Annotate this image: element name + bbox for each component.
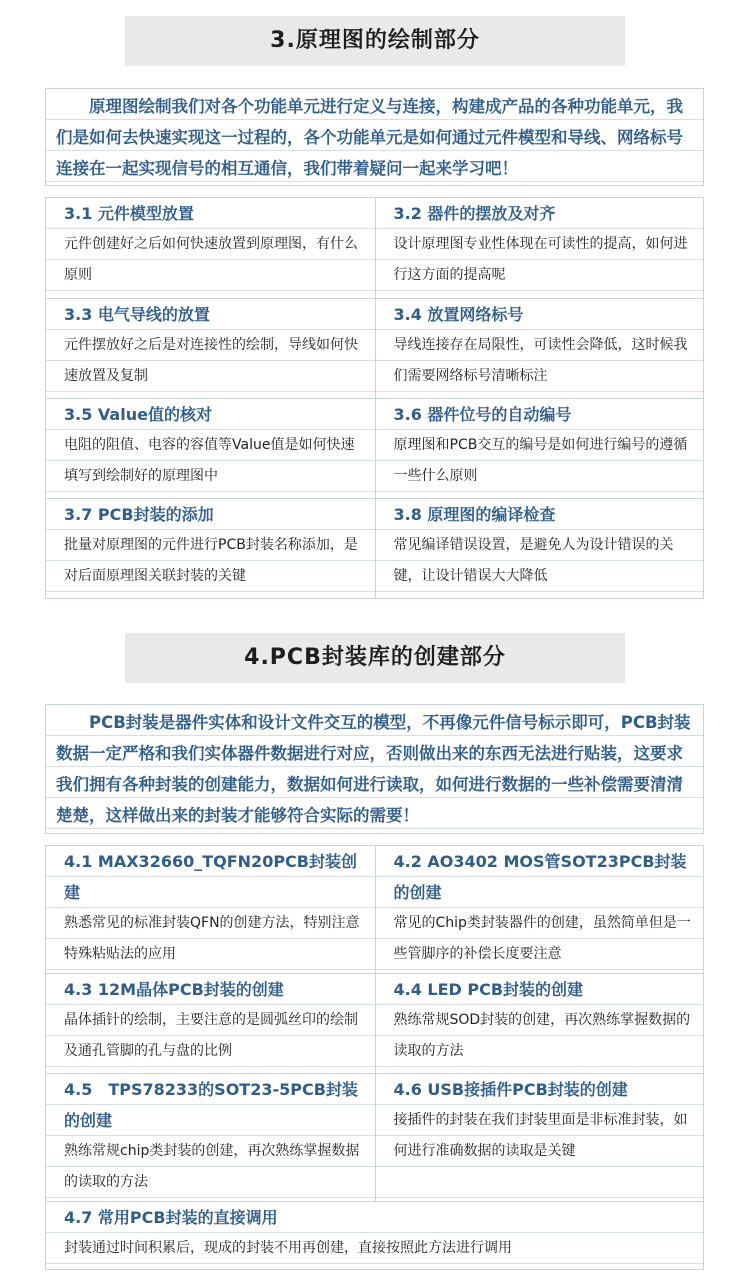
section4-intro xyxy=(45,704,704,834)
topic-3-2 xyxy=(375,198,704,298)
topic-desc: 原理图和PCB交互的编号是如何进行编号的遵循一些什么原则 xyxy=(393,437,688,484)
topic-4-5 xyxy=(46,1074,375,1201)
topic-desc: 熟悉常见的标准封装QFN的创建方法，特别注意特殊粘贴法的应用 xyxy=(64,915,360,962)
topic-desc: 晶体插针的绘制，主要注意的是圆弧丝印的绘制及通孔管脚的孔与盘的比例 xyxy=(64,1012,358,1059)
topic-desc: 常见的Chip类封装器件的创建，虽然简单但是一些管脚序的补偿长度要注意 xyxy=(393,915,691,962)
topic-desc: 元件创建好之后如何快速放置到原理图，有什么原则 xyxy=(64,236,358,283)
topic-title: 3.7 PCB封装的添加 xyxy=(64,505,214,524)
section3-topic-grid xyxy=(45,197,704,599)
topic-title: 3.2 器件的摆放及对齐 xyxy=(393,204,556,223)
topic-desc: 接插件的封装在我们封装里面是非标准封装，如何进行准确数据的读取是关键 xyxy=(393,1112,688,1159)
topic-desc: 熟练常规chip类封装的创建，再次熟练掌握数据的读取的方法 xyxy=(64,1143,360,1190)
topic-3-1 xyxy=(46,198,375,298)
topic-title: 4.1 MAX32660_TQFN20PCB封装创建 xyxy=(64,852,357,902)
topic-desc: 电阻的阻值、电容的容值等Value值是如何快速填写到绘制好的原理图中 xyxy=(64,437,355,484)
topic-4-2 xyxy=(375,846,704,973)
topic-desc: 元件摆放好之后是对连接性的绘制，导线如何快速放置及复制 xyxy=(64,337,358,384)
section3-title: 3.原理图的绘制部分 xyxy=(125,16,625,66)
topic-title: 4.2 AO3402 MOS管SOT23PCB封装的创建 xyxy=(393,852,687,902)
topic-row xyxy=(46,498,703,598)
topic-desc: 熟练常规SOD封装的创建，再次熟练掌握数据的读取的方法 xyxy=(393,1012,691,1059)
topic-title: 3.4 放置网络标号 xyxy=(393,305,524,324)
topic-3-6 xyxy=(375,399,704,498)
topic-title: 3.6 器件位号的自动编号 xyxy=(393,405,572,424)
topic-title: 3.3 电气导线的放置 xyxy=(64,305,210,324)
section4-intro-text: PCB封装是器件实体和设计文件交互的模型，不再像元件信号标示即可，PCB封装数据一定严格和我们实体器件数据进行对应，否则做出来的东西无法进行贴装，这要求我们拥有各种封装的创建能力，数据如何进行读取，如何进行数据的一些补偿需要清清楚楚，这样做出来的封装才能够符合实际的需要！ xyxy=(56,713,691,825)
topic-4-4 xyxy=(375,974,704,1073)
topic-desc: 批量对原理图的元件进行PCB封装名称添加，是对后面原理图关联封装的关键 xyxy=(64,537,358,584)
topic-title: 3.1 元件模型放置 xyxy=(64,204,194,223)
topic-row xyxy=(46,198,703,298)
topic-desc: 常见编译错误设置，是避免人为设计错误的关键，让设计错误大大降低 xyxy=(393,537,674,584)
section3-intro-text: 原理图绘制我们对各个功能单元进行定义与连接，构建成产品的各种功能单元，我们是如何去快速实现这一过程的，各个功能单元是如何通过元件模型和导线、网络标号连接在一起实现信号的相互通信，我们带着疑问一起来学习吧！ xyxy=(56,97,683,178)
topic-title: 3.8 原理图的编译检查 xyxy=(393,505,556,524)
topic-4-6 xyxy=(375,1074,704,1201)
topic-row xyxy=(46,298,703,398)
topic-3-4 xyxy=(375,299,704,398)
section4-topic-grid xyxy=(45,845,704,1270)
topic-row xyxy=(46,1201,703,1269)
topic-4-3 xyxy=(46,974,375,1073)
topic-row xyxy=(46,973,703,1073)
topic-row xyxy=(46,1073,703,1201)
topic-4-7 xyxy=(46,1202,703,1269)
topic-row xyxy=(46,398,703,498)
topic-4-1 xyxy=(46,846,375,973)
topic-3-8 xyxy=(375,499,704,598)
topic-3-7 xyxy=(46,499,375,598)
section3-intro xyxy=(45,88,704,186)
topic-3-5 xyxy=(46,399,375,498)
topic-title: 4.5 TPS78233的SOT23-5PCB封装的创建 xyxy=(64,1080,358,1130)
topic-title: 4.7 常用PCB封装的直接调用 xyxy=(64,1208,278,1227)
topic-desc: 导线连接存在局限性，可读性会降低，这时候我们需要网络标号清晰标注 xyxy=(393,337,688,384)
topic-title: 3.5 Value值的核对 xyxy=(64,405,212,424)
topic-title: 4.6 USB接插件PCB封装的创建 xyxy=(393,1080,628,1099)
topic-title: 4.3 12M晶体PCB封装的创建 xyxy=(64,980,284,999)
topic-3-3 xyxy=(46,299,375,398)
section4-title: 4.PCB封装库的创建部分 xyxy=(125,633,625,683)
topic-desc: 封装通过时间积累后，现成的封装不用再创建，直接按照此方法进行调用 xyxy=(64,1240,512,1256)
topic-row xyxy=(46,846,703,973)
topic-title: 4.4 LED PCB封装的创建 xyxy=(393,980,584,999)
topic-desc: 设计原理图专业性体现在可读性的提高，如何进行这方面的提高呢 xyxy=(393,236,688,283)
